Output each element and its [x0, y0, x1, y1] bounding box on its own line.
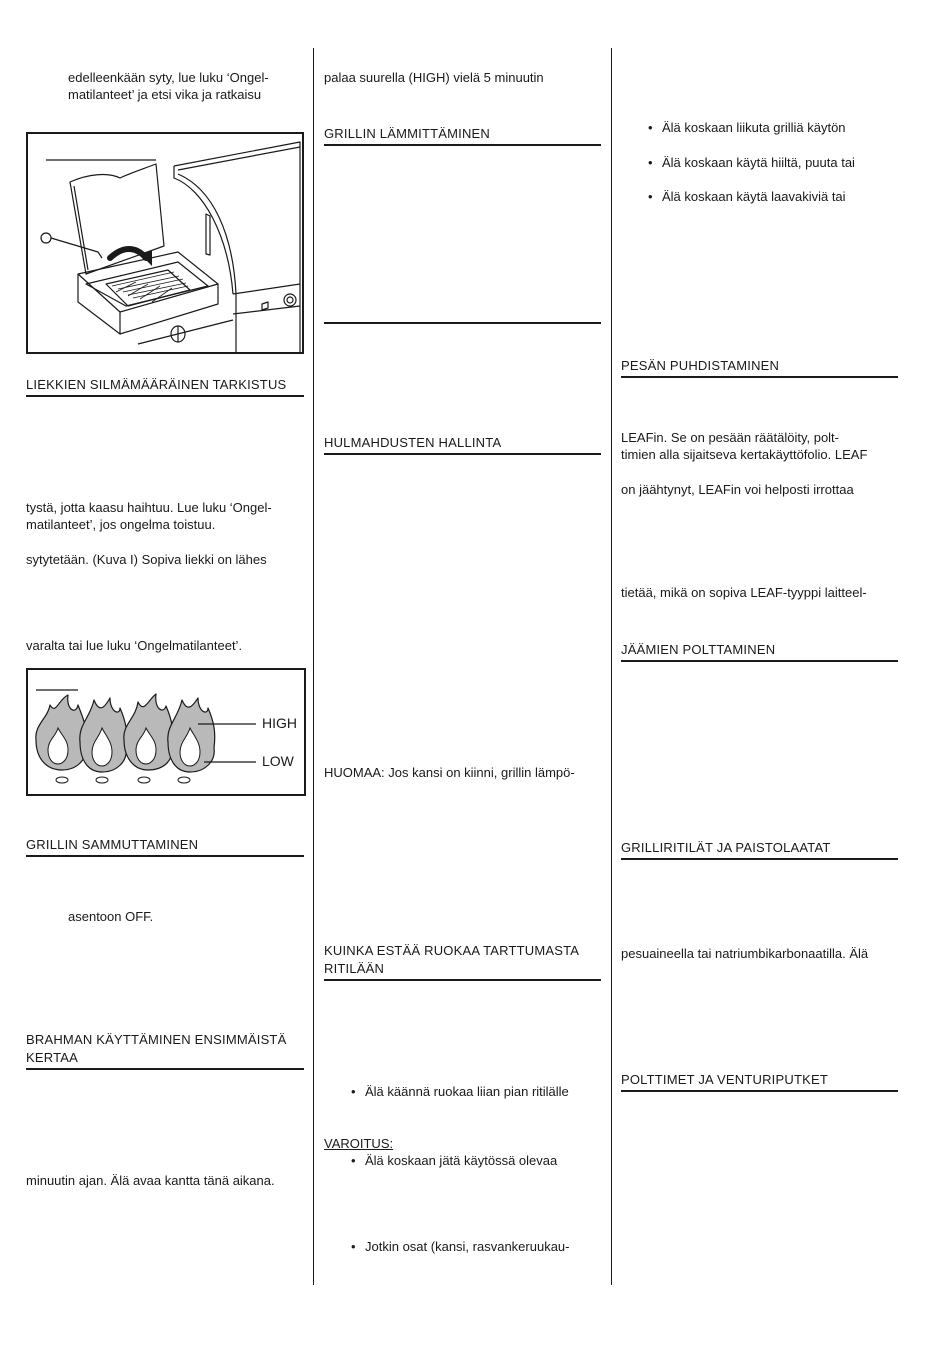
paragraph-line: edelleenkään syty, lue luku ‘Ongel-: [68, 70, 269, 85]
grill-drawing: [28, 134, 302, 352]
bullet-item: • Älä koskaan käytä hiiltä, puuta tai: [662, 154, 855, 171]
bullet-item: • Älä koskaan käytä laavakiviä tai: [662, 188, 846, 205]
section-heading-burn-off: JÄÄMIEN POLTTAMINEN: [621, 641, 898, 662]
section-heading-grids: GRILLIRITILÄT JA PAISTOLAATAT: [621, 839, 898, 860]
grill-lighting-illustration: [26, 132, 304, 354]
paragraph-line: timien alla sijaitseva kertakäyttöfolio. LEAF: [621, 447, 868, 462]
paragraph-line: palaa suurella (HIGH) vielä 5 minuutin: [324, 70, 544, 85]
section-heading-burners: POLTTIMET JA VENTURIPUTKET: [621, 1071, 898, 1092]
paragraph-line: on jäähtynyt, LEAFin voi helposti irrottaa: [621, 482, 854, 497]
paragraph-line: tietää, mikä on sopiva LEAF-tyyppi laitteel-: [621, 585, 867, 600]
bullet-item: • Jotkin osat (kansi, rasvankeruukau-: [365, 1238, 569, 1255]
bullet-item: • Älä käännä ruokaa liian pian ritilälle: [365, 1083, 569, 1100]
paragraph-line: minuutin ajan. Älä avaa kantta tänä aikana.: [26, 1173, 275, 1188]
flame-label-low: LOW: [262, 753, 294, 769]
paragraph-line: tystä, jotta kaasu haihtuu. Lue luku ‘Ongel-: [26, 500, 272, 515]
paragraph-line: matilanteet’, jos ongelma toistuu.: [26, 517, 216, 532]
paragraph-line: pesuaineella tai natriumbikarbonaatilla. Älä: [621, 946, 869, 961]
paragraph-line: sytytetään. (Kuva I) Sopiva liekki on lähes: [26, 552, 267, 567]
section-heading-first-use: BRAHMAN KÄYTTÄMINEN ENSIMMÄISTÄ KERTAA: [26, 1031, 304, 1070]
bullet-item: • Älä koskaan liikuta grilliä käytön: [662, 119, 846, 136]
column-divider-right: [611, 48, 612, 1285]
section-heading-preheat: GRILLIN LÄMMITTÄMINEN: [324, 125, 601, 146]
section-heading-sticking: KUINKA ESTÄÄ RUOKAA TARTTUMASTA RITILÄÄN: [324, 942, 601, 981]
section-heading-flare-ups: HULMAHDUSTEN HALLINTA: [324, 434, 601, 455]
section-heading-flame-check: LIEKKIEN SILMÄMÄÄRÄINEN TARKISTUS: [26, 376, 304, 397]
flame-illustration: [26, 668, 306, 796]
section-rule: [324, 322, 601, 324]
section-heading-firebox-cleaning: PESÄN PUHDISTAMINEN: [621, 357, 898, 378]
paragraph-line: asentoon OFF.: [68, 909, 154, 924]
warning-label: VAROITUS:: [324, 1136, 394, 1151]
flame-label-high: HIGH: [262, 715, 297, 731]
paragraph-line: LEAFin. Se on pesään räätälöity, polt-: [621, 430, 839, 445]
paragraph-line: varalta tai lue luku ‘Ongelmatilanteet’.: [26, 638, 243, 653]
section-heading-shutdown: GRILLIN SAMMUTTAMINEN: [26, 836, 304, 857]
bullet-item: • Älä koskaan jätä käytössä olevaa: [365, 1152, 557, 1169]
paragraph-line: matilanteet’ ja etsi vika ja ratkaisu: [68, 87, 262, 102]
column-divider-left: [313, 48, 314, 1285]
note-line: HUOMAA: Jos kansi on kiinni, grillin lämpö-: [324, 765, 575, 780]
flame-drawing: [28, 670, 304, 794]
